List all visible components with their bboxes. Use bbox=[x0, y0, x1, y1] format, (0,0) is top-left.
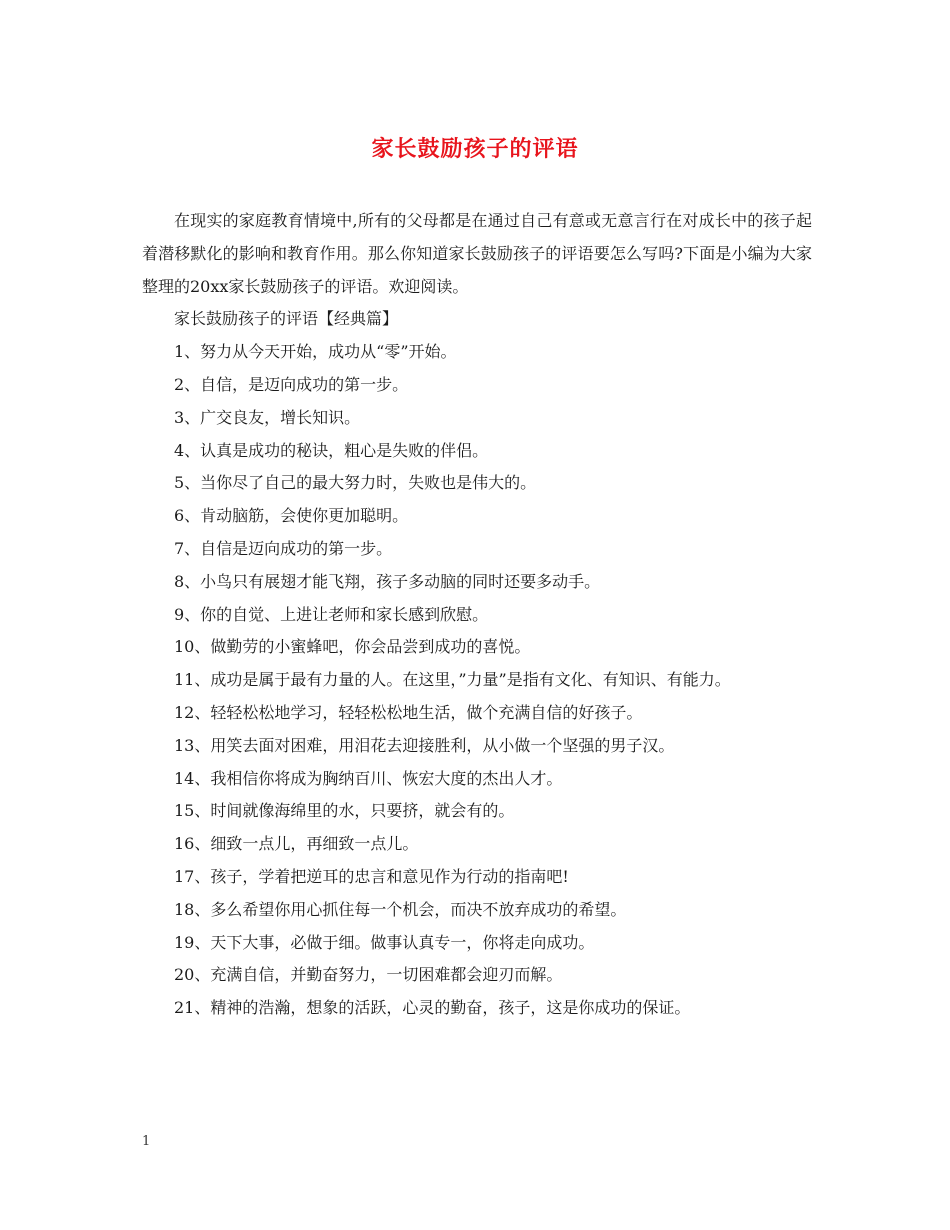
list-item: 17、孩子，学着把逆耳的忠言和意见作为行动的指南吧! bbox=[174, 866, 569, 886]
list-item: 1、努力从今天开始，成功从“零”开始。 bbox=[174, 342, 457, 362]
list-item: 2、自信，是迈向成功的第一步。 bbox=[174, 374, 409, 394]
page-title: 家长鼓励孩子的评语 bbox=[371, 136, 579, 162]
list-item: 9、你的自觉、上进让老师和家长感到欣慰。 bbox=[174, 604, 489, 624]
list-item: 3、广交良友，增长知识。 bbox=[174, 407, 361, 427]
list-item: 12、轻轻松松地学习，轻轻松松地生活，做个充满自信的好孩子。 bbox=[174, 702, 643, 722]
list-item: 21、精神的浩瀚，想象的活跃，心灵的勤奋，孩子，这是你成功的保证。 bbox=[174, 998, 691, 1018]
list-item: 10、做勤劳的小蜜蜂吧，你会品尝到成功的喜悦。 bbox=[174, 637, 531, 657]
list-item: 13、用笑去面对困难，用泪花去迎接胜利，从小做一个坚强的男子汉。 bbox=[174, 735, 675, 755]
list-item: 16、细致一点儿，再细致一点儿。 bbox=[174, 834, 419, 854]
list-item: 7、自信是迈向成功的第一步。 bbox=[174, 538, 393, 558]
list-item: 20、充满自信，并勤奋努力，一切困难都会迎刃而解。 bbox=[174, 965, 563, 985]
list-item: 5、当你尽了自己的最大努力时，失败也是伟大的。 bbox=[174, 473, 537, 493]
list-item: 6、肯动脑筋，会使你更加聪明。 bbox=[174, 506, 409, 526]
list-item: 18、多么希望你用心抓住每一个机会，而决不放弃成功的希望。 bbox=[174, 899, 627, 919]
page-number: 1 bbox=[142, 1134, 151, 1149]
list-item: 8、小鸟只有展翅才能飞翔，孩子多动脑的同时还要多动手。 bbox=[174, 571, 601, 591]
section-heading: 家长鼓励孩子的评语【经典篇】 bbox=[174, 309, 399, 329]
document-body bbox=[142, 205, 812, 1025]
intro-paragraph: 在现实的家庭教育情境中,所有的父母都是在通过自己有意或无意言行在对成长中的孩子起着潜移默化的影响和教育作用。那么你知道家长鼓励孩子的评语要怎么写吗?下面是小编为大家整理的20xx家长鼓励孩子的评语。欢迎阅读。 bbox=[142, 211, 812, 296]
list-item: 19、天下大事，必做于细。做事认真专一，你将走向成功。 bbox=[174, 932, 595, 952]
list-item: 11、成功是属于最有力量的人。在这里，”力量”是指有文化、有知识、有能力。 bbox=[174, 670, 731, 690]
list-item: 15、时间就像海绵里的水，只要挤，就会有的。 bbox=[174, 801, 515, 821]
list-item: 4、认真是成功的秘诀，粗心是失败的伴侣。 bbox=[174, 440, 489, 460]
list-item: 14、我相信你将成为胸纳百川、恢宏大度的杰出人才。 bbox=[174, 768, 563, 788]
